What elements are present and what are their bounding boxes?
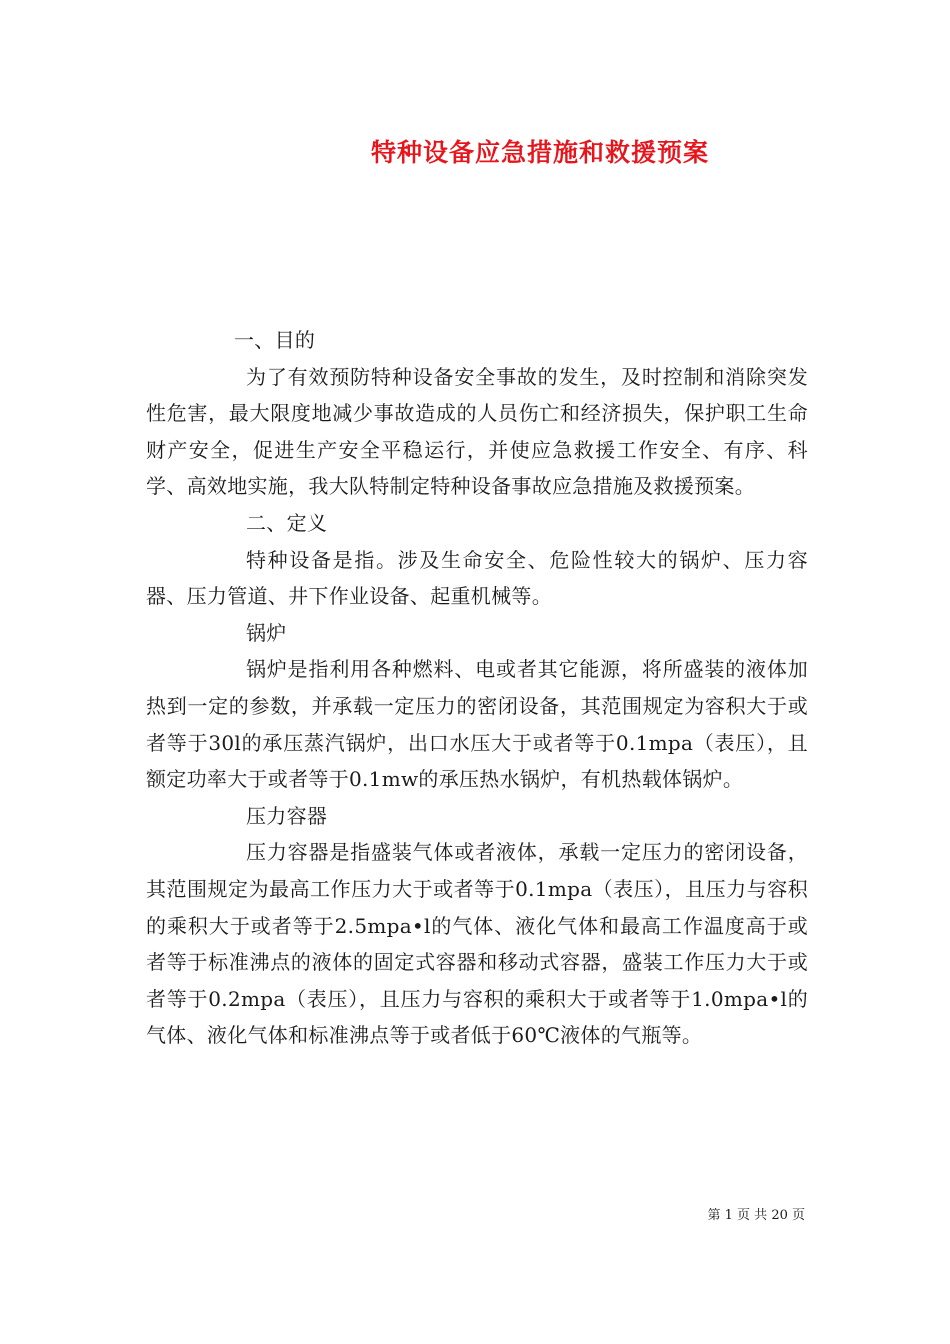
subheading-boiler: 锅炉 [246,620,287,645]
section-heading-definition: 二、定义 [246,510,328,535]
paragraph-purpose: 为了有效预防特种设备安全事故的发生，及时控制和消除突发性危害，最大限度地减少事故造成的人员伤亡和经济损失，保护职工生命财产安全，促进生产安全平稳运行，并使应急救援工作安全、有序、科学、高效地实施，我大队特制定特种设备事故应急措施及救援预案。 [146,364,808,499]
paragraph-pressure-vessel: 压力容器是指盛装气体或者液体，承载一定压力的密闭设备，其范围规定为最高工作压力大于或者等于0.1mpa（表压），且压力与容积的乘积大于或者等于2.5mpa•l的气体、液化气体和最高工作温度高于或者等于标准沸点的液体的固定式容器和移动式容器，盛装工作压力大于或者等于0.2mpa（表压），且压力与容积的乘积大于或者等于1.0mpa•l的气体、液化气体和标准沸点等于或者低于60℃液体的气瓶等。 [146,840,808,1048]
document-body [146,322,808,1054]
subheading-pressure-vessel: 压力容器 [246,803,328,828]
paragraph-definition: 特种设备是指。涉及生命安全、危险性较大的锅炉、压力容器、压力管道、井下作业设备、起重机械等。 [146,547,808,609]
document-title: 特种设备应急措施和救援预案 [370,138,709,167]
section-heading-purpose: 一、目的 [234,328,316,352]
page-number: 第 1 页 共 20 页 [707,1208,805,1223]
paragraph-boiler: 锅炉是指利用各种燃料、电或者其它能源，将所盛装的液体加热到一定的参数，并承载一定压力的密闭设备，其范围规定为容积大于或者等于30l的承压蒸汽锅炉，出口水压大于或者等于0.1mpa（表压），且额定功率大于或者等于0.1mw的承压热水锅炉，有机热载体锅炉。 [146,657,808,792]
